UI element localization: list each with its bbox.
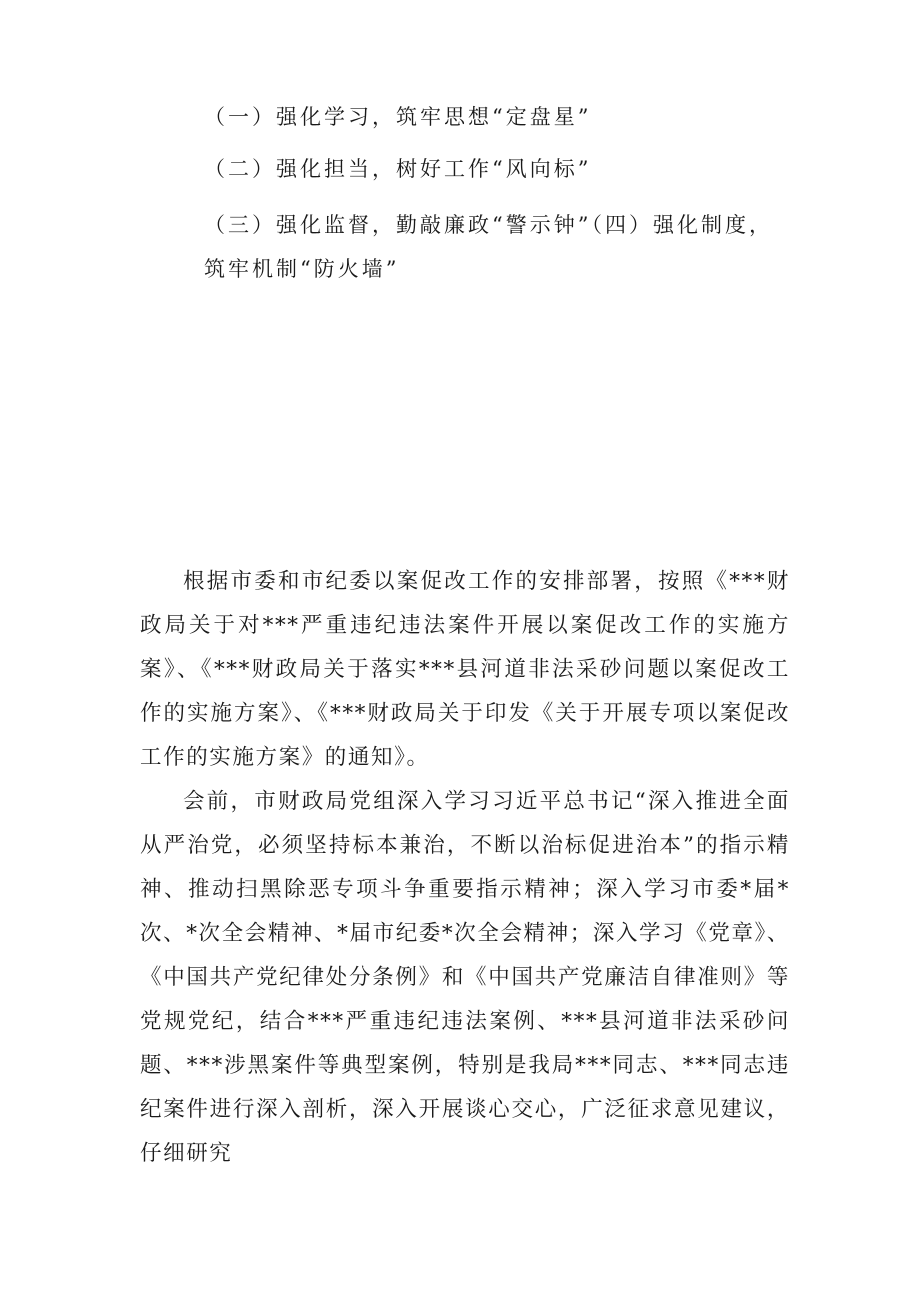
paragraph-1: 根据市委和市纪委以案促改工作的安排部署，按照《***财政局关于对***严重违纪违法案件开展以案促改工作的实施方案》、《***财政局关于落实***县河道非法采砂问题以案促改工作的实施方案》、《***财政局关于印发《关于开展专项以案促改工作的实施方案》的通知》。 — [140, 569, 790, 770]
outline-item-2: （二）强化担当，树好工作“风向标” — [204, 157, 592, 181]
outline-item-3-line-1: （三）强化监督，勤敲廉政“警示钟”（四）强化制度， — [204, 213, 773, 237]
outline-item-1: （一）强化学习，筑牢思想“定盘星” — [204, 105, 592, 129]
body-text — [140, 560, 790, 1176]
paragraph-2: 会前，市财政局党组深入学习习近平总书记“深入推进全面从严治党，必须坚持标本兼治，不断以治标促进治本”的指示精神、推动扫黑除恶专项斗争重要指示精神；深入学习市委*届*次、*次全会精神、*届市纪委*次全会精神；深入学习《党章》、《中国共产党纪律处分条例》和《中国共产党廉洁自律准则》等党规党纪，结合***严重违纪违法案例、***县河道非法采砂问题、***涉黑案件等典型案例，特别是我局***同志、***同志违纪案件进行深入剖析，深入开展谈心交心，广泛征求意见建议，仔细研究 — [140, 789, 791, 1166]
outline-item-3-line-2: 筑牢机制“防火墙” — [204, 257, 400, 281]
